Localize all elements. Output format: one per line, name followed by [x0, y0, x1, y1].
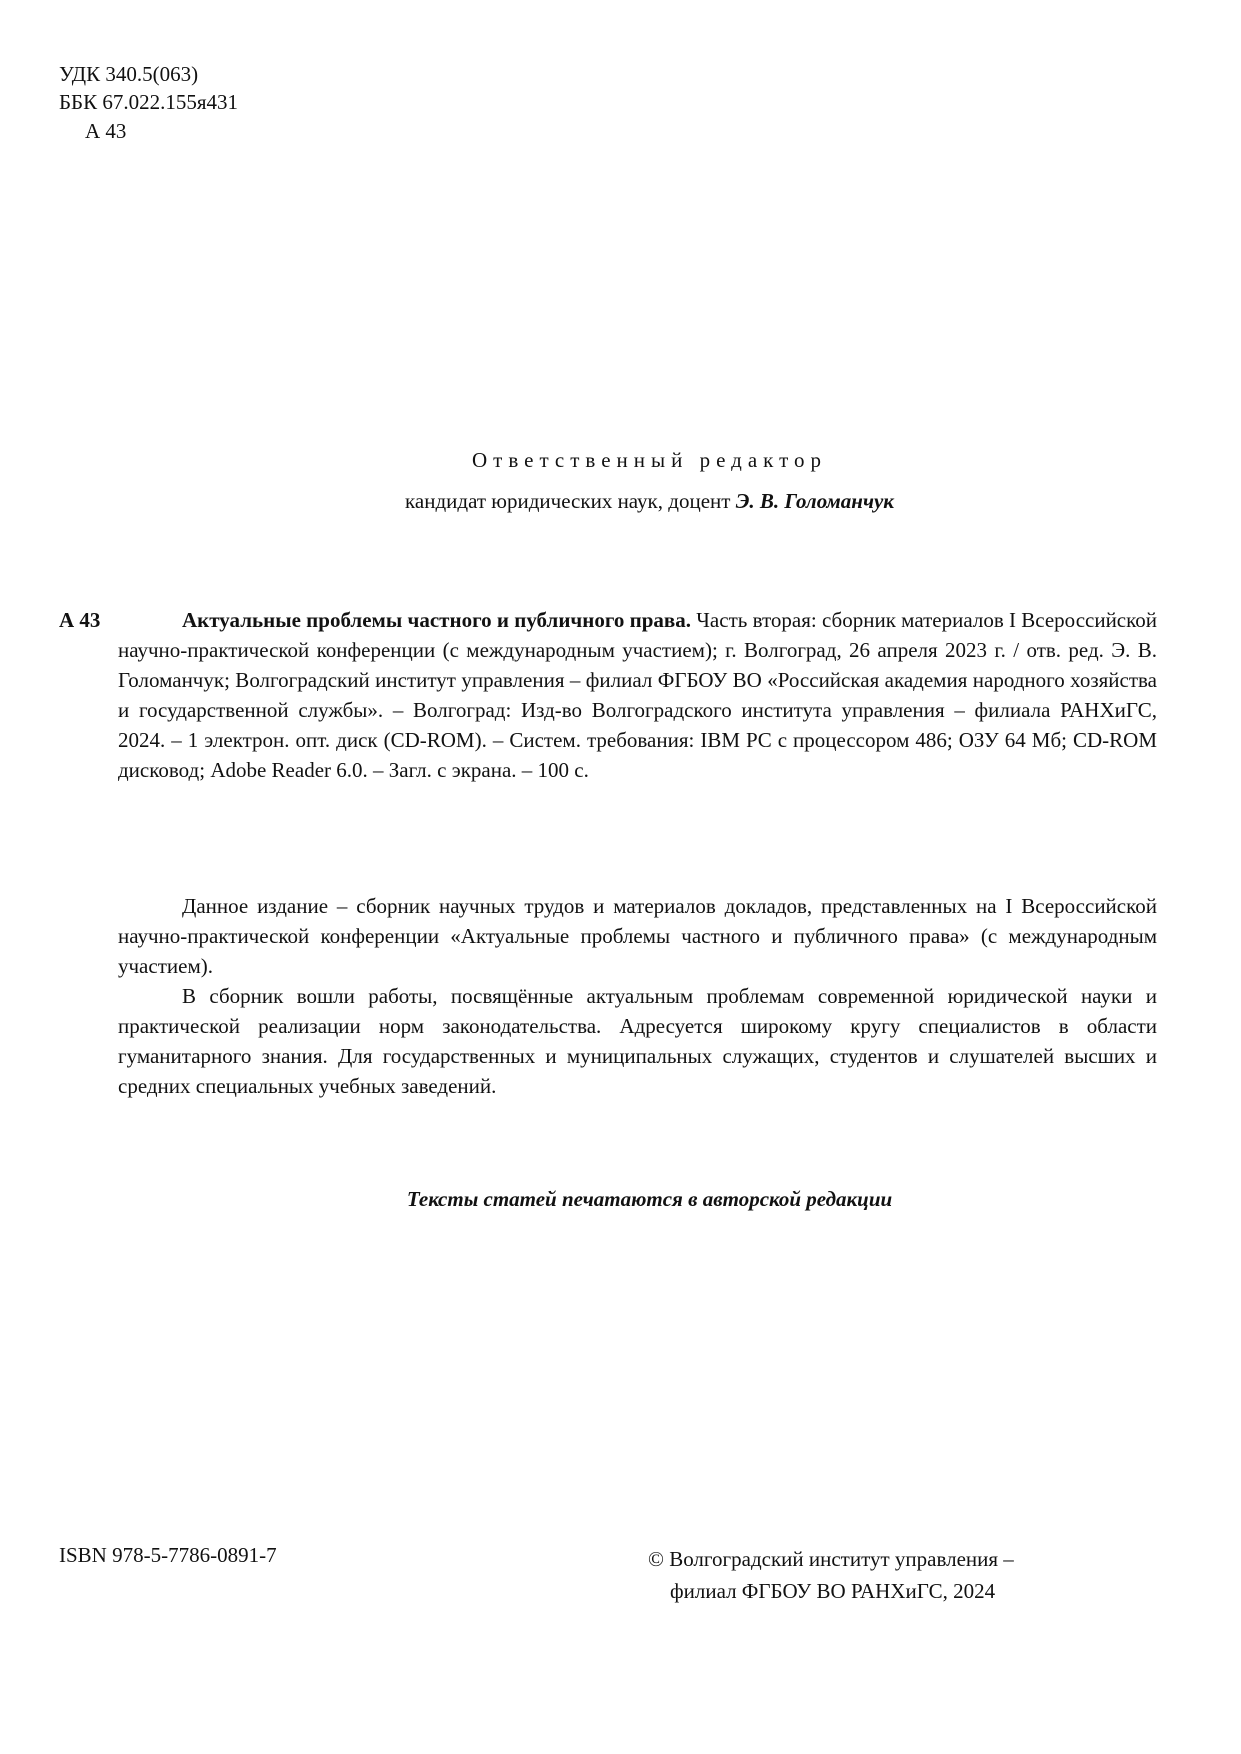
bbk-code: ББК 67.022.155я431 [59, 90, 239, 114]
editor-label: Ответственный редактор [472, 448, 827, 472]
udk-code: УДК 340.5(063) [59, 62, 199, 86]
annotation [118, 891, 1157, 1101]
copyright [648, 1543, 1014, 1607]
annotation-paragraph: В сборник вошли работы, посвящённые актуальным проблемам современной юридической науки и практической реализации норм законодательства. Адресуется широкому кругу специалистов в области гуманитарного знания. Для государственных и муниципальных служащих, студентов и слушателей высших и средних специальных учебных заведений. [118, 984, 1157, 1098]
annotation-paragraph: Данное издание – сборник научных трудов и материалов докладов, представленных на I Всероссийской научно-практической конференции «Актуальные проблемы частного и публичного права» (с международным участием). [118, 894, 1157, 978]
copyright-line: © Волгоградский институт управления – [648, 1547, 1014, 1571]
author-mark: А 43 [85, 119, 127, 143]
bibliographic-description: Часть вторая: сборник материалов I Всероссийской научно-практической конференции (с международным участием); г. Волгоград, 26 апреля 2023 г. / отв. ред. Э. В. Голоманчук; Волгоградский институт управления – филиал ФГБОУ ВО «Российская академия народного хозяйства и государственной службы». – Волгоград: Изд-во Волгоградского института управления – филиала РАНХиГС, 2024. – 1 электрон. опт. диск (CD-ROM). – Систем. требования: IBM PC с процессором 486; ОЗУ 64 Мб; CD-ROM дисковод; Adobe Reader 6.0. – Загл. с экрана. – 100 с. [118, 608, 1158, 782]
bibliographic-record [118, 605, 1157, 785]
isbn: ISBN 978-5-7786-0891-7 [59, 1543, 277, 1567]
editor-prefix: кандидат юридических наук, доцент [405, 489, 736, 513]
editor-name: Э. В. Голоманчук [735, 489, 894, 513]
editor-line [0, 489, 1241, 514]
copyright-line: филиал ФГБОУ ВО РАНХиГС, 2024 [670, 1579, 996, 1603]
bibliographic-mark: А 43 [59, 608, 101, 632]
editorial-note: Тексты статей печатаются в авторской редакции [406, 1187, 893, 1211]
bibliographic-title: Актуальные проблемы частного и публичного права. [182, 608, 692, 632]
